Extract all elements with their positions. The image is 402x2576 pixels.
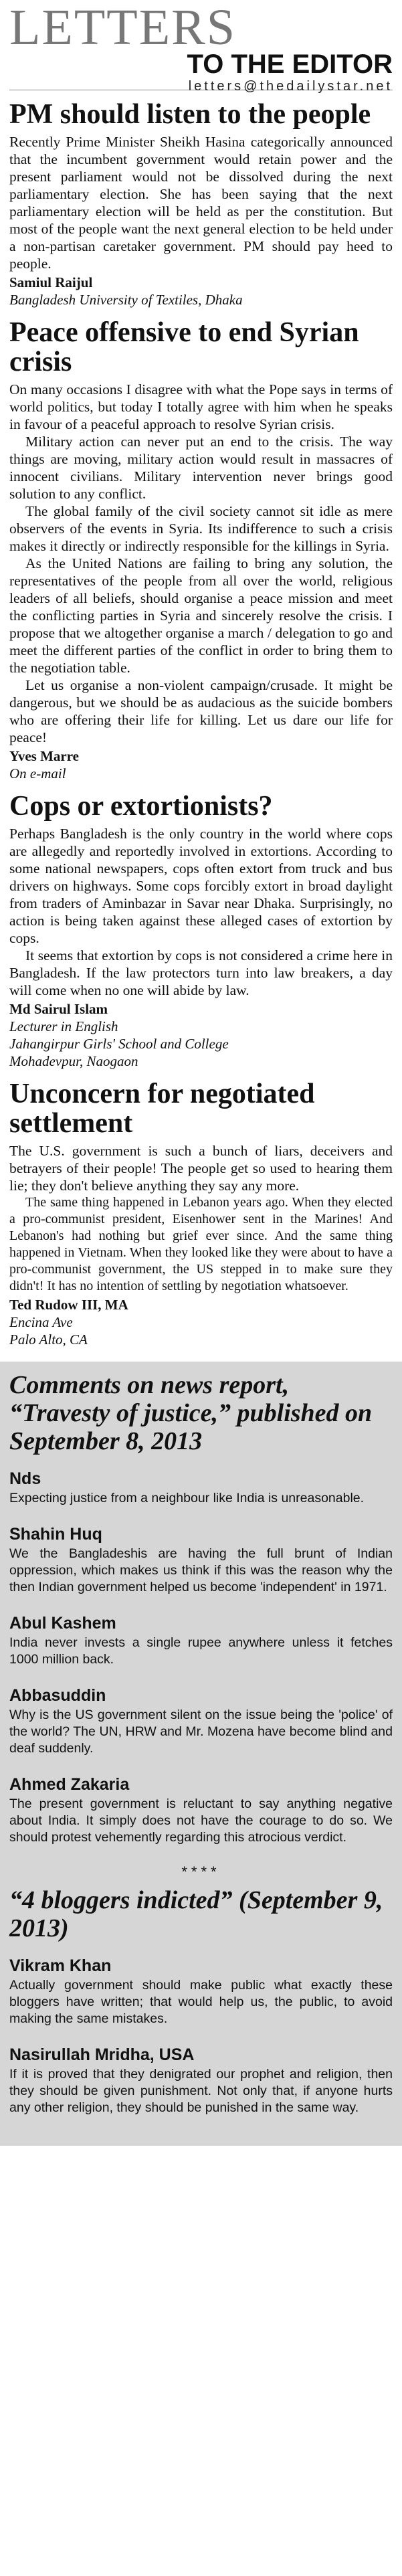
letter-paragraph: The same thing happened in Lebanon years ago. When they elected a pro-communist president, Eisenhower sent in the Marines! And Lebanon's had nothing but grief ever since. And the same thing happened in Vietnam. When they looked like they were about to have a pro-communist government, the US stepped in to make sure they didn't! It has no intention of settling by negotiation whatsoever.	[9, 1195, 393, 1293]
comment-author: Vikram Khan	[9, 1956, 112, 1975]
masthead-subtitle: TO THE EDITOR	[187, 50, 393, 79]
letter-author: Samiul Raijul	[9, 274, 93, 290]
letter-author: Yves Marre	[9, 748, 79, 764]
comments-heading: Comments on news report, “Travesty of justice,” published on September 8, 2013	[9, 1371, 373, 1455]
letter-paragraph: The global family of the civil society cannot sit idle as mere observers of the events in Syria. Its indifference to such a crisis makes it directly or indirectly responsible for the killings in Syria.	[9, 503, 393, 554]
comment-text: Actually government should make public what exactly these bloggers have written; that would help us, the public, to avoid making the same mistakes.	[9, 1978, 393, 2026]
comment	[9, 1524, 393, 1596]
comment-author: Abul Kashem	[9, 1614, 116, 1633]
masthead	[9, 0, 393, 94]
letter-affiliation: Jahangirpur Girls' School and College	[9, 1036, 229, 1052]
letter-affiliation: Mohadevpur, Naogaon	[9, 1053, 138, 1069]
letter-paragraph: Recently Prime Minister Sheikh Hasina categorically announced that the incumbent government would retain power and the present parliament would not be dissolved during the next parliamentary election. She has been saying that the next parliamentary election will be held as per the constitution. But most of the people want the next general election to be held under a non-partisan caretaker government. PM should pay heed to people.	[9, 134, 393, 272]
letter	[9, 318, 393, 782]
separator: ****	[181, 1863, 221, 1880]
comment-author: Nasirullah Mridha, USA	[9, 2045, 195, 2064]
letter	[9, 792, 393, 1070]
comment	[9, 1774, 393, 1846]
comments-subheading: “4 bloggers indicted” (September 9, 2013)	[9, 1886, 383, 1942]
comment	[9, 1685, 393, 1757]
letter-title: Peace offensive to end Syrian crisis	[9, 317, 359, 377]
comment-author: Shahin Huq	[9, 1525, 102, 1544]
comments-section	[0, 1362, 402, 2146]
comment-author: Nds	[9, 1469, 41, 1488]
letter-title: Unconcern for negotiated settlement	[9, 1079, 315, 1139]
comment	[9, 1613, 393, 1668]
letter-author: Ted Rudow III, MA	[9, 1297, 128, 1313]
letter-paragraph: As the United Nations are failing to bring any solution, the representatives of the people from all over the world, religious leaders of all beliefs, should organise a peace mission and meet the conflicting parties in Syria and sincerely resolve the crisis. I propose that we altogether organise a march / delegation to go and meet the different parties of the conflict in order to bring them to the negotiation table.	[9, 555, 393, 676]
letter-paragraph: Let us organise a non-violent campaign/crusade. It might be dangerous, but we should be as audacious as the suicide bombers who are offering their life for killing. Let us dare our life for peace!	[9, 677, 393, 745]
comment-text: Expecting justice from a neighbour like India is unreasonable.	[9, 1491, 365, 1505]
comment-text: Why is the US government silent on the issue being the 'police' of the world? The UN, HRW and Mr. Mozena have become blind and deaf suddenly.	[9, 1708, 393, 1756]
letter-affiliation: On e-mail	[9, 765, 66, 781]
editor-email-link[interactable]: letters@thedailystar.net	[188, 79, 393, 94]
letter-title: Cops or extortionists?	[9, 791, 273, 822]
letter-paragraph: On many occasions I disagree with what the Pope says in terms of world politics, but today I totally agree with him when he speaks in favour of a peaceful approach to resolve Syrian crisis.	[9, 381, 393, 432]
comment	[9, 2045, 393, 2116]
comment	[9, 1469, 393, 1507]
comment-author: Abbasuddin	[9, 1686, 106, 1705]
letter	[9, 100, 393, 308]
comment-text: The present government is reluctant to say anything negative about India. It simply does not have the courage to do so. We should protest vehemently regarding this atrocious verdict.	[9, 1797, 393, 1845]
letter-paragraph: The U.S. government is such a bunch of liars, deceivers and betrayers of their people! The people get so used to hearing them lie; they don't believe anything they say any more.	[9, 1143, 393, 1194]
letter-title: PM should listen to the people	[9, 99, 371, 130]
letter	[9, 1079, 393, 1348]
comment-author: Ahmed Zakaria	[9, 1775, 130, 1794]
comment-text: If it is proved that they denigrated our prophet and religion, then they should be given punishment. Not only that, if anyone hurts any other religion, they should be punished in the same way.	[9, 2067, 393, 2115]
letter-author: Md Sairul Islam	[9, 1001, 108, 1017]
letter-affiliation: Encina Ave	[9, 1314, 73, 1330]
comment-text: India never invests a single rupee anywhere unless it fetches 1000 million back.	[9, 1635, 393, 1667]
letter-paragraph: It seems that extortion by cops is not considered a crime here in Bangladesh. If the law protectors turn into law breakers, a day will come when no one will abide by law.	[9, 947, 393, 998]
letter-affiliation: Palo Alto, CA	[9, 1331, 88, 1348]
masthead-title: LETTERS	[9, 0, 237, 56]
comment	[9, 1956, 393, 2027]
letter-paragraph: Military action can never put an end to the crisis. The way things are moving, military action would result in massacres of innocent civilians. Military intervention never brings good solution to any conflict.	[9, 434, 393, 502]
letter-paragraph: Perhaps Bangladesh is the only country in the world where cops are allegedly and reportedly involved in extortions. According to some national newspapers, cops often extort from truck and bus drivers on highways. Some cops forcibly extort in broad daylight from traders of Aminbazar in Savar near Dhaka. Surprisingly, no action is being taken against these alleged cases of extortion by cops.	[9, 826, 393, 946]
comment-text: We the Bangladeshis are having the full brunt of Indian oppression, which makes us think if this was the reason why the then Indian government helped us become 'independent' in 1971.	[9, 1546, 393, 1594]
letter-affiliation: Lecturer in English	[9, 1018, 118, 1034]
letter-affiliation: Bangladesh University of Textiles, Dhaka	[9, 292, 243, 308]
